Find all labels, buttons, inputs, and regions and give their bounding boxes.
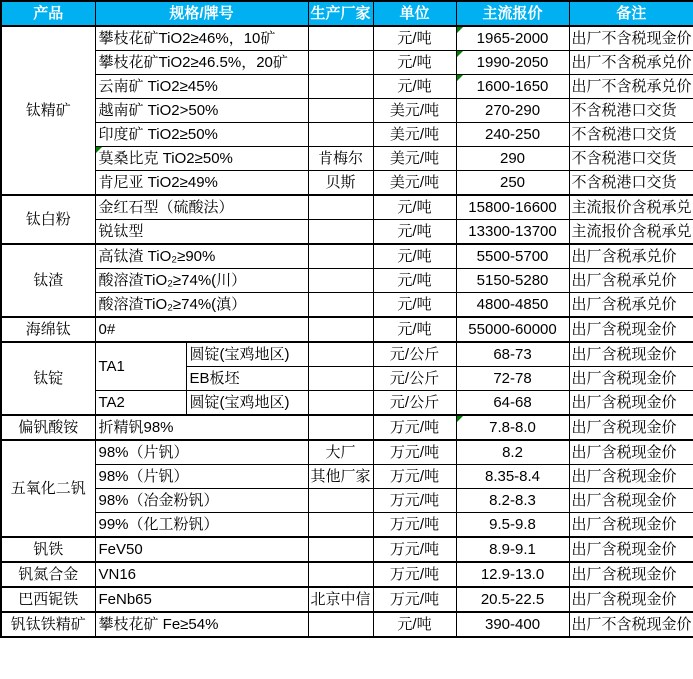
header-row: [1, 1, 693, 26]
cell-note[interactable]: 出厂不含税现金价: [569, 26, 693, 51]
cell-spec[interactable]: 肯尼亚 TiO2≥49%: [95, 171, 308, 196]
cell-note[interactable]: 出厂不含税承兑价: [569, 51, 693, 75]
cell-unit[interactable]: 万元/吨: [373, 415, 456, 440]
cell-product[interactable]: 钒钛铁精矿: [1, 612, 95, 637]
cell-product[interactable]: 偏钒酸铵: [1, 415, 95, 440]
table-row: [1, 513, 693, 538]
cell-spec[interactable]: 98%（冶金粉钒）: [95, 489, 308, 513]
header-maker: 生产厂家: [308, 1, 373, 26]
spec-value: 莫桑比克 TiO2≥50%: [98, 150, 233, 167]
text-format-flag-icon: [457, 416, 463, 422]
table-row: [1, 317, 693, 342]
cell-unit[interactable]: 元/吨: [373, 75, 456, 99]
cell-maker[interactable]: [308, 513, 373, 538]
cell-spec[interactable]: 攀枝花矿TiO2≥46%，10矿: [95, 26, 308, 51]
table-row: [1, 99, 693, 123]
cell-spec[interactable]: 酸溶渣TiO₂≥74%(川）: [95, 269, 308, 293]
cell-note[interactable]: 出厂含税承兑价: [569, 269, 693, 293]
cell-spec[interactable]: 折精钒98%: [95, 415, 308, 440]
cell-note[interactable]: 出厂含税现金价: [569, 587, 693, 612]
cell-note[interactable]: 出厂含税现金价: [569, 415, 693, 440]
cell-price[interactable]: [456, 75, 569, 99]
cell-note[interactable]: 不含税港口交货: [569, 123, 693, 147]
cell-unit[interactable]: 元/吨: [373, 269, 456, 293]
cell-price[interactable]: 8.2: [456, 440, 569, 465]
table-row: [1, 391, 693, 416]
cell-spec[interactable]: 攀枝花矿 Fe≥54%: [95, 612, 308, 637]
cell-spec[interactable]: 金红石型（硫酸法）: [95, 195, 308, 220]
cell-note[interactable]: 不含税港口交货: [569, 147, 693, 171]
table-row: [1, 612, 693, 637]
table-row: [1, 195, 693, 220]
table-row: [1, 147, 693, 171]
cell-product[interactable]: 巴西铌铁: [1, 587, 95, 612]
text-format-flag-icon: [457, 75, 463, 81]
cell-unit[interactable]: 元/吨: [373, 317, 456, 342]
cell-spec-shape[interactable]: 圆锭(宝鸡地区): [186, 391, 308, 416]
header-note: 备注: [569, 1, 693, 26]
cell-spec[interactable]: 攀枝花矿TiO2≥46.5%，20矿: [95, 51, 308, 75]
cell-maker[interactable]: 北京中信: [308, 587, 373, 612]
cell-note[interactable]: 不含税港口交货: [569, 171, 693, 196]
cell-unit[interactable]: 美元/吨: [373, 123, 456, 147]
cell-unit[interactable]: 元/公斤: [373, 391, 456, 416]
cell-unit[interactable]: 美元/吨: [373, 147, 456, 171]
cell-maker[interactable]: [308, 123, 373, 147]
header-product: 产品: [1, 1, 95, 26]
cell-spec[interactable]: 98%（片钒）: [95, 440, 308, 465]
cell-price[interactable]: 5150-5280: [456, 269, 569, 293]
cell-maker[interactable]: 肯梅尔: [308, 147, 373, 171]
cell-unit[interactable]: 万元/吨: [373, 562, 456, 587]
cell-note[interactable]: 出厂含税现金价: [569, 342, 693, 367]
cell-note[interactable]: 出厂含税现金价: [569, 367, 693, 391]
cell-note[interactable]: 出厂含税现金价: [569, 513, 693, 538]
cell-maker[interactable]: [308, 195, 373, 220]
table-row: [1, 562, 693, 587]
cell-maker[interactable]: [308, 317, 373, 342]
cell-price[interactable]: 240-250: [456, 123, 569, 147]
cell-unit[interactable]: 万元/吨: [373, 489, 456, 513]
cell-note[interactable]: 出厂含税现金价: [569, 317, 693, 342]
cell-unit[interactable]: 美元/吨: [373, 99, 456, 123]
cell-spec[interactable]: 越南矿 TiO2>50%: [95, 99, 308, 123]
cell-spec[interactable]: 印度矿 TiO2≥50%: [95, 123, 308, 147]
cell-price[interactable]: 55000-60000: [456, 317, 569, 342]
cell-maker[interactable]: 其他厂家: [308, 465, 373, 489]
table-row: [1, 244, 693, 269]
cell-unit[interactable]: 美元/吨: [373, 171, 456, 196]
cell-note[interactable]: 出厂不含税承兑价: [569, 75, 693, 99]
cell-maker[interactable]: [308, 415, 373, 440]
cell-spec[interactable]: 98%（片钒）: [95, 465, 308, 489]
cell-price[interactable]: [456, 26, 569, 51]
cell-spec[interactable]: VN16: [95, 562, 308, 587]
cell-price[interactable]: 270-290: [456, 99, 569, 123]
cell-price[interactable]: 390-400: [456, 612, 569, 637]
cell-spec-shape[interactable]: EB板坯: [186, 367, 308, 391]
cell-unit[interactable]: 元/吨: [373, 220, 456, 245]
cell-unit[interactable]: 元/吨: [373, 51, 456, 75]
cell-price[interactable]: 8.2-8.3: [456, 489, 569, 513]
cell-unit[interactable]: 元/公斤: [373, 342, 456, 367]
cell-price[interactable]: 13300-13700: [456, 220, 569, 245]
cell-price[interactable]: 20.5-22.5: [456, 587, 569, 612]
cell-maker[interactable]: [308, 562, 373, 587]
text-format-flag-icon: [457, 51, 463, 57]
cell-spec-shape[interactable]: 圆锭(宝鸡地区): [186, 342, 308, 367]
cell-note[interactable]: 出厂含税现金价: [569, 440, 693, 465]
table-row: [1, 415, 693, 440]
cell-product[interactable]: 五氧化二钒: [1, 440, 95, 537]
cell-maker[interactable]: [308, 342, 373, 367]
cell-spec[interactable]: 酸溶渣TiO₂≥74%(滇）: [95, 293, 308, 318]
cell-spec[interactable]: 99%（化工粉钒）: [95, 513, 308, 538]
cell-maker[interactable]: [308, 537, 373, 562]
cell-unit[interactable]: 元/吨: [373, 612, 456, 637]
cell-price[interactable]: 4800-4850: [456, 293, 569, 318]
cell-price[interactable]: 250: [456, 171, 569, 196]
cell-note[interactable]: 出厂含税现金价: [569, 537, 693, 562]
header-price: 主流报价: [456, 1, 569, 26]
cell-spec[interactable]: FeV50: [95, 537, 308, 562]
table-row: [1, 537, 693, 562]
cell-spec[interactable]: 0#: [95, 317, 308, 342]
table-row: [1, 587, 693, 612]
cell-unit[interactable]: 万元/吨: [373, 465, 456, 489]
cell-maker[interactable]: [308, 244, 373, 269]
cell-note[interactable]: 出厂含税现金价: [569, 489, 693, 513]
cell-note[interactable]: 主流报价含税承兑: [569, 195, 693, 220]
price-value: 1965-2000: [476, 30, 549, 47]
cell-maker[interactable]: 贝斯: [308, 171, 373, 196]
cell-note[interactable]: 主流报价含税承兑: [569, 220, 693, 245]
cell-unit[interactable]: 万元/吨: [373, 513, 456, 538]
cell-maker[interactable]: [308, 489, 373, 513]
table-row: [1, 123, 693, 147]
cell-price[interactable]: 15800-16600: [456, 195, 569, 220]
cell-price[interactable]: 8.35-8.4: [456, 465, 569, 489]
cell-note[interactable]: 不含税港口交货: [569, 99, 693, 123]
price-value: 1600-1650: [476, 78, 549, 95]
table-row: [1, 293, 693, 318]
cell-product[interactable]: 钒氮合金: [1, 562, 95, 587]
cell-product[interactable]: 海绵钛: [1, 317, 95, 342]
cell-note[interactable]: 出厂含税现金价: [569, 562, 693, 587]
cell-note[interactable]: 出厂含税承兑价: [569, 244, 693, 269]
cell-unit[interactable]: 万元/吨: [373, 440, 456, 465]
cell-spec[interactable]: 云南矿 TiO2≥45%: [95, 75, 308, 99]
cell-unit[interactable]: 元/吨: [373, 293, 456, 318]
cell-product[interactable]: 钛精矿: [1, 26, 95, 195]
table-row: [1, 220, 693, 245]
table-row: [1, 26, 693, 51]
cell-price[interactable]: [456, 415, 569, 440]
cell-maker[interactable]: [308, 612, 373, 637]
cell-spec[interactable]: FeNb65: [95, 587, 308, 612]
text-format-flag-icon: [457, 27, 463, 33]
cell-note[interactable]: 出厂含税承兑价: [569, 293, 693, 318]
price-value: 7.8-8.0: [489, 419, 536, 436]
cell-maker[interactable]: [308, 293, 373, 318]
cell-spec[interactable]: 高钛渣 TiO₂≥90%: [95, 244, 308, 269]
cell-product[interactable]: 钛锭: [1, 342, 95, 415]
cell-spec-grade[interactable]: TA1: [95, 342, 186, 391]
table-row: [1, 171, 693, 196]
cell-price[interactable]: 9.5-9.8: [456, 513, 569, 538]
cell-spec[interactable]: 锐钛型: [95, 220, 308, 245]
cell-product[interactable]: 钒铁: [1, 537, 95, 562]
cell-maker[interactable]: [308, 51, 373, 75]
cell-price[interactable]: 12.9-13.0: [456, 562, 569, 587]
table-row: [1, 75, 693, 99]
cell-unit[interactable]: 元/吨: [373, 26, 456, 51]
cell-price[interactable]: 68-73: [456, 342, 569, 367]
cell-product[interactable]: 钛渣: [1, 244, 95, 317]
table-row: [1, 489, 693, 513]
cell-note[interactable]: 出厂含税现金价: [569, 391, 693, 416]
header-spec: 规格/牌号: [95, 1, 308, 26]
table-row: [1, 51, 693, 75]
cell-maker[interactable]: [308, 391, 373, 416]
cell-maker[interactable]: [308, 269, 373, 293]
cell-unit[interactable]: 万元/吨: [373, 587, 456, 612]
cell-note[interactable]: 出厂含税现金价: [569, 465, 693, 489]
cell-maker[interactable]: [308, 75, 373, 99]
cell-price[interactable]: 64-68: [456, 391, 569, 416]
table-row: [1, 440, 693, 465]
cell-price[interactable]: 5500-5700: [456, 244, 569, 269]
text-format-flag-icon: [96, 147, 102, 153]
cell-price[interactable]: 72-78: [456, 367, 569, 391]
cell-unit[interactable]: 元/吨: [373, 195, 456, 220]
cell-maker[interactable]: [308, 220, 373, 245]
cell-unit[interactable]: 万元/吨: [373, 537, 456, 562]
price-value: 1990-2050: [476, 54, 549, 71]
table-row: [1, 465, 693, 489]
table-row: [1, 269, 693, 293]
cell-spec[interactable]: [95, 147, 308, 171]
cell-unit[interactable]: 元/吨: [373, 244, 456, 269]
cell-maker[interactable]: [308, 367, 373, 391]
cell-product[interactable]: 钛白粉: [1, 195, 95, 244]
cell-maker[interactable]: [308, 99, 373, 123]
table-row: [1, 342, 693, 367]
header-unit: 单位: [373, 1, 456, 26]
cell-maker[interactable]: [308, 26, 373, 51]
cell-price[interactable]: [456, 51, 569, 75]
cell-price[interactable]: 8.9-9.1: [456, 537, 569, 562]
cell-price[interactable]: 290: [456, 147, 569, 171]
cell-unit[interactable]: 元/公斤: [373, 367, 456, 391]
cell-spec-grade[interactable]: TA2: [95, 391, 186, 416]
cell-maker[interactable]: 大厂: [308, 440, 373, 465]
cell-note[interactable]: 出厂不含税现金价: [569, 612, 693, 637]
